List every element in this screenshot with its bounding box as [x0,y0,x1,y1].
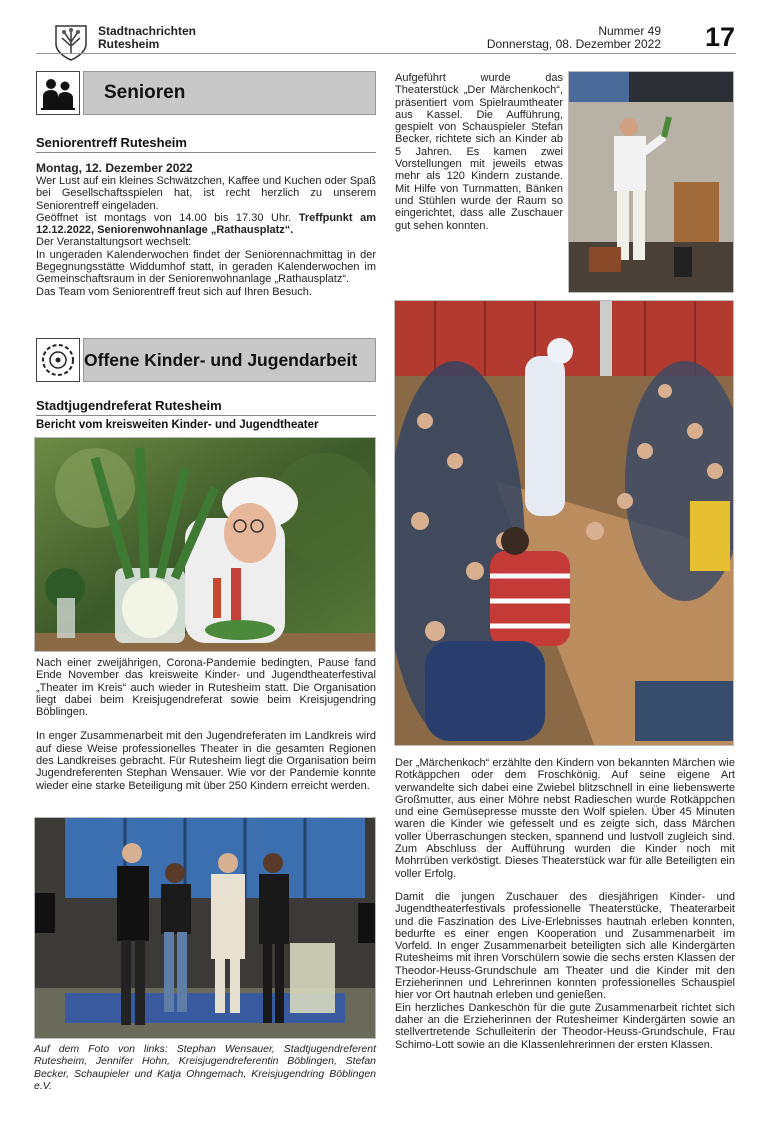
jugend-col2-para: Aufgeführt wurde das Theaterstück „Der Märchenkoch“, präsentiert vom Spielraumtheater aus Kassel. Die Aufführung, gespielt von Schauspieler Stefan Becker, richtete sich an Kinder ab 5 Jahren. Es kamen zwei Vorstellungen mit jeweils etwas mehr als 120 Kindern zustande. Mit Hilfe von Turnmatten, Bänken und Stühlen wurde der Raum so eingerichtet, dass alle Zuschauer gut sehen konnten. [395,72,563,232]
senioren-date-line: Montag, 12. Dezember 2022 [36,161,193,175]
jugend-article-col2-bottom [395,757,735,1051]
issue-date: Donnerstag, 08. Dezember 2022 [486,37,661,51]
jugend-subheading: Stadtjugendreferat Rutesheim [36,398,222,413]
header-title-line1: Stadtnachrichten [98,24,197,38]
section-banner-senioren: Senioren [83,71,376,115]
header-issue-info [487,25,661,51]
section-banner-jugend: Offene Kinder- und Jugendarbeit [83,338,376,382]
photo-children-audience [394,300,734,746]
jugend-article-col2-top [395,72,563,232]
senioren-meeting: Treffpunkt am 12.12.2022, Seniorenwohnanlage „Rathausplatz“. [36,211,377,237]
header-title-line2: Rutesheim [98,37,160,51]
jugend-subheading-rule [36,415,376,416]
seniors-icon [36,71,80,115]
senioren-weeks: In ungeraden Kalenderwochen findet der Seniorennachmittag in der Begegnungsstätte Widdumhof statt, in geraden Kalenderwochen im Gemeinschaftsraum in der Seniorenwohnanlage „Rathausplatz“. [36,248,376,286]
photo-maerchenkoch-portrait [34,437,376,652]
senioren-subheading: Seniorentreff Rutesheim [36,135,187,150]
jugend-para-1: Nach einer zweijährigen, Corona-Pandemie bedingten, Pause fand Ende November das kreisweite Kinder- und Jugendtheaterfestival „Theater im Kreis“ auch wieder in Rutesheim statt. Die Organisation liegt dabei beim Kreisjugendreferat sowie beim Kreisjugendring Böblingen. [36,657,376,719]
senioren-hours: Geöffnet ist montags von 14.00 bis 17.30 Uhr. [36,211,292,224]
youth-emblem-icon [36,338,80,382]
senioren-hours-paragraph [36,212,376,237]
town-crest-logo [54,24,88,62]
photo-group-organisers [34,817,376,1039]
senioren-article [36,161,376,298]
photo-group-caption: Auf dem Foto von links: Stephan Wensauer, Stadtjugendreferent Rutesheim, Jennifer Hohn, Kreisjugendreferentin Böblingen, Stefan Becker, Schaupieler und Katja Ohngemach, Kreisjugendring Böblingen e.V. [34,1043,376,1092]
header-title [98,25,196,51]
senioren-venue: Der Veranstaltungsort wechselt: [36,236,192,249]
senioren-team: Das Team vom Seniorentreff freut sich auf Ihren Besuch. [36,285,312,298]
senioren-subheading-rule [36,152,376,153]
jugend-para-2: In enger Zusammenarbeit mit den Jugendreferaten im Landkreis wird auf diese Weise professionelles Theater in die gesamten Regionen des Landkreises gebracht. Für Rutesheim liegt die Organisation beim Jugendreferenten Stephan Wensauer. Wie vor der Pandemie konnte wieder eine starke Beteiligung mit über 250 Kindern erreicht werden. [36,730,376,792]
jugend-col2-para-4: Ein herzliches Dankeschön für die gute Zusammenarbeit richtet sich daher an die Erzieherinnen der Rutesheimer Kindergärten sowie an stellvertretende Schulleiterin der Theodor-Heuss-Grundschule, Frau Schimo-Lott sowie an die Klassenlehrerinnen der ersten Klassen. [395,1001,735,1051]
jugend-col2-para-2: Der „Märchenkoch“ erzählte den Kindern von bekannten Märchen wie Rotkäppchen oder dem Froschkönig. Auf seine eigene Art verwandelte sich dabei eine Zwiebel blitzschnell in eine liebenswerte Großmutter, aus einer Möhre nebst Radieschen wurde Rotkäppchen und eine Gemüsepresse musste den Wolf spielen. Über 45 Minuten waren die Kinder wie gefesselt und es zeigte sich, dass Märchen voller Überraschungen stecken, spannend und lustvoll zugleich sind. Zum Abschluss der Aufführung wurden die Kinder noch mit Mohrrüben verköstigt. Dieses Theaterstück war für alle Beteiligten ein voller Erfolg. [395,757,735,880]
jugend-article-col1 [36,657,376,792]
jugend-col2-para-3: Damit die jungen Zuschauer des diesjährigen Kinder- und Jugendtheaterfestivals professionelle Theaterstücke, Theaterarbeit und die Faszination des Live-Erlebnisses hautnah erleben konnten, bedurfte es einer engen Kooperation und Zusammenarbeit im Vorfeld. In enger Zusammenarbeit beteiligten sich alle Kindergärten Rutesheims mit ihren Vorschülern sowie die sechs ersten Klassen der Theodor-Heuss-Grundschule am Theater und die Kinder mit den Erzieherinnen und Lehrerinnen konnten professionelles Schauspiel hier vor Ort hautnah erleben und genießen. [395,890,735,1002]
senioren-intro: Wer Lust auf ein kleines Schwätzchen, Kaffee und Kuchen oder Spaß bei Gesellschaftsspielen hat, ist recht herzlich zu unserem Seniorentreff eingeladen. [36,175,376,212]
header-divider [36,53,736,54]
issue-number: Nummer 49 [598,24,661,38]
page-number: 17 [704,22,735,52]
jugend-subheading-2: Bericht vom kreisweiten Kinder- und Jugendtheater [36,419,319,431]
photo-actor-on-stage [568,71,734,293]
